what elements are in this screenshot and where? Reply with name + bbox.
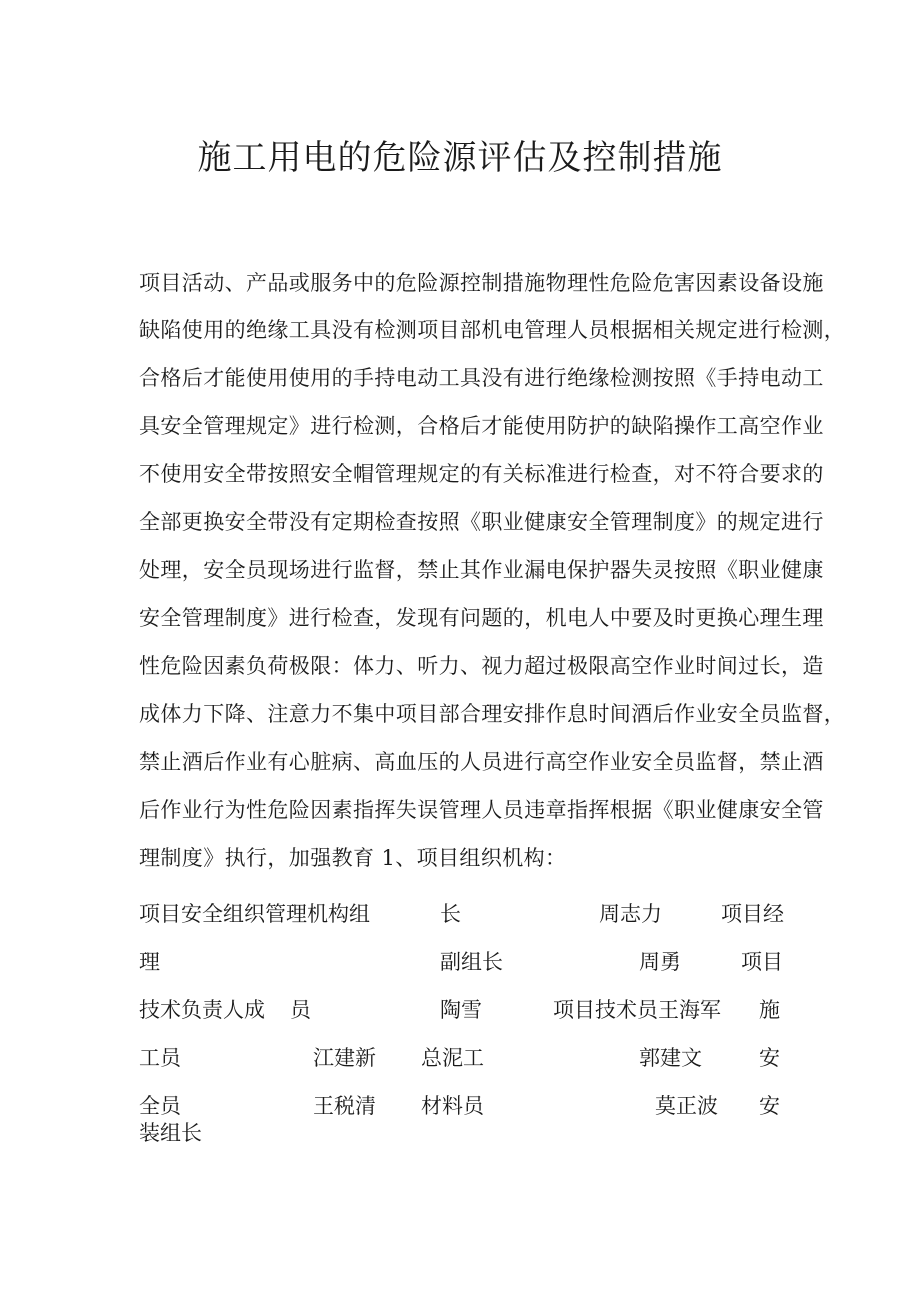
org-cell: 项目	[741, 950, 783, 974]
org-row	[0, 900, 920, 930]
org-cell: 员	[290, 998, 311, 1022]
paragraph-line: 不使用安全带按照安全帽管理规定的有关标准进行检查，对不符合要求的	[139, 462, 824, 486]
org-cell: 莫正波	[655, 1094, 718, 1118]
org-cell: 项目技术员王海军	[553, 998, 721, 1022]
org-cell: 全员	[139, 1094, 181, 1118]
org-cell: 王税清	[313, 1094, 376, 1118]
org-cell: 总泥工	[421, 1046, 484, 1070]
org-row	[0, 1044, 920, 1074]
paragraph-line: 全部更换安全带没有定期检查按照《职业健康安全管理制度》的规定进行	[139, 510, 824, 534]
paragraph-line: 处理，安全员现场进行监督，禁止其作业漏电保护器失灵按照《职业健康	[139, 558, 824, 582]
document-title: 施工用电的危险源评估及控制措施	[197, 138, 723, 178]
org-cell: 工员	[139, 1046, 181, 1070]
paragraph-line: 安全管理制度》进行检查，发现有问题的，机电人中要及时更换心理生理	[139, 606, 824, 630]
paragraph-line: 后作业行为性危险因素指挥失误管理人员违章指挥根据《职业健康安全管	[139, 798, 824, 822]
paragraph-line: 具安全管理规定》进行检测，合格后才能使用防护的缺陷操作工高空作业	[139, 414, 824, 438]
org-cell: 陶雪	[440, 998, 482, 1022]
paragraph-line: 合格后才能使用使用的手持电动工具没有进行绝缘检测按照《手持电动工	[139, 366, 824, 390]
org-cell: 安	[759, 1094, 780, 1118]
paragraph-line: 理制度》执行，加强教育 1、项目组织机构：	[139, 846, 567, 870]
org-tail-line: 装组长	[139, 1121, 202, 1145]
paragraph-line: 禁止酒后作业有心脏病、高血压的人员进行高空作业安全员监督，禁止酒	[139, 750, 824, 774]
org-cell: 江建新	[313, 1046, 376, 1070]
org-cell: 长	[440, 902, 461, 926]
org-row	[0, 948, 920, 978]
org-cell: 周志力	[599, 902, 662, 926]
org-cell: 技术负责人成	[139, 998, 265, 1022]
org-cell: 施	[759, 998, 780, 1022]
paragraph-line: 缺陷使用的绝缘工具没有检测项目部机电管理人员根据相关规定进行检测，	[139, 318, 846, 342]
org-row	[0, 1092, 920, 1122]
org-cell: 项目经	[721, 902, 784, 926]
org-row	[0, 996, 920, 1026]
org-cell: 周勇	[639, 950, 681, 974]
org-cell: 安	[759, 1046, 780, 1070]
org-cell: 材料员	[421, 1094, 484, 1118]
org-cell: 郭建文	[639, 1046, 702, 1070]
paragraph-line: 性危险因素负荷极限：体力、听力、视力超过极限高空作业时间过长，造	[139, 654, 824, 678]
paragraph-line: 项目活动、产品或服务中的危险源控制措施物理性危险危害因素设备设施	[139, 271, 824, 295]
org-cell: 副组长	[440, 950, 503, 974]
org-cell: 项目安全组织管理机构组	[139, 902, 370, 926]
org-cell: 理	[139, 950, 160, 974]
paragraph-line: 成体力下降、注意力不集中项目部合理安排作息时间酒后作业安全员监督，	[139, 702, 846, 726]
